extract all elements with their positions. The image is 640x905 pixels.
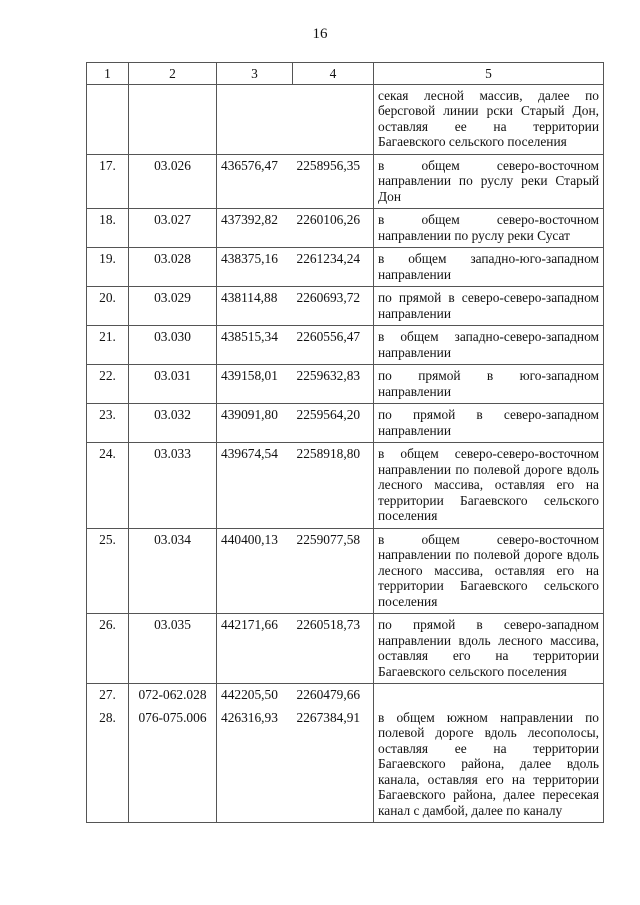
row-number: 24. — [87, 443, 129, 529]
direction-description: в общем северо-восточном направлении по руслу реки Старый Дон — [374, 154, 604, 209]
direction-description: в общем северо-северо-восточном направлении по полевой дороге вдоль лесного массива, оставляя его на территории Багаевского сельского поселения — [374, 443, 604, 529]
point-code: 03.027 — [129, 209, 217, 248]
coord-x: 439091,80 — [217, 404, 293, 443]
coord-y: 2260693,72 — [293, 287, 374, 326]
direction-description: в общем западно-северо-западном направлении — [374, 326, 604, 365]
coord-x: 442205,50 — [217, 684, 293, 707]
coord-y: 2259564,20 — [293, 404, 374, 443]
row-number: 25. — [87, 528, 129, 614]
row-number: 22. — [87, 365, 129, 404]
coord-x: 442171,66 — [217, 614, 293, 684]
row-number: 27. — [87, 684, 129, 707]
table-row — [87, 326, 604, 365]
row-number: 23. — [87, 404, 129, 443]
coord-x: 438375,16 — [217, 248, 293, 287]
coord-x: 436576,47 — [217, 154, 293, 209]
point-code: 03.028 — [129, 248, 217, 287]
coord-y: 2260556,47 — [293, 326, 374, 365]
row-number: 28. — [87, 707, 129, 823]
coord-y: 2259077,58 — [293, 528, 374, 614]
row-number: 19. — [87, 248, 129, 287]
continuation-text: секая лесной массив, далее по берсговой линии рски Старый Дон, оставляя ее на территории Багаевского сельского поселения — [374, 84, 604, 154]
direction-description: по прямой в северо-западном направлении — [374, 404, 604, 443]
table-header-row — [87, 63, 604, 85]
table-body — [87, 84, 604, 823]
point-code: 03.035 — [129, 614, 217, 684]
continuation-row — [87, 84, 604, 154]
point-code: 076-075.006 — [129, 707, 217, 823]
table-row — [87, 404, 604, 443]
coord-y: 2267384,91 — [293, 707, 374, 823]
direction-description: в общем западно-юго-западном направлении — [374, 248, 604, 287]
point-code: 03.034 — [129, 528, 217, 614]
point-code: 072-062.028 — [129, 684, 217, 707]
coord-y: 2261234,24 — [293, 248, 374, 287]
coord-y: 2258956,35 — [293, 154, 374, 209]
point-code: 03.026 — [129, 154, 217, 209]
table-row — [87, 684, 604, 707]
header-col-4: 4 — [293, 63, 374, 85]
coord-x: 438515,34 — [217, 326, 293, 365]
table-row — [87, 365, 604, 404]
table-row — [87, 528, 604, 614]
row-number: 17. — [87, 154, 129, 209]
point-code: 03.033 — [129, 443, 217, 529]
coord-x: 439158,01 — [217, 365, 293, 404]
coord-y: 2260479,66 — [293, 684, 374, 707]
direction-description: по прямой в северо-западном направлении вдоль лесного массива, оставляя его на территории Багаевского сельского поселения — [374, 614, 604, 684]
coord-y: 2260106,26 — [293, 209, 374, 248]
row-number: 21. — [87, 326, 129, 365]
header-col-1: 1 — [87, 63, 129, 85]
point-code: 03.030 — [129, 326, 217, 365]
coord-y: 2259632,83 — [293, 365, 374, 404]
row-number: 26. — [87, 614, 129, 684]
direction-description: в общем северо-восточном направлении по полевой дороге вдоль лесного массива, оставляя его на территории Багаевского сельского поселения — [374, 528, 604, 614]
table-row — [87, 248, 604, 287]
table-row — [87, 209, 604, 248]
coord-y: 2260518,73 — [293, 614, 374, 684]
direction-description: в общем северо-восточном направлении по руслу реки Сусат — [374, 209, 604, 248]
coord-x: 438114,88 — [217, 287, 293, 326]
direction-description: в общем южном направлении по полевой дороге вдоль лесополосы, оставляя ее на территории Багаевского района, далее вдоль канала, оставляя его на территории Багаевского района, далее пересекая канал с дамбой, далее по каналу — [374, 707, 604, 823]
point-code: 03.031 — [129, 365, 217, 404]
table-row — [87, 614, 604, 684]
table-row — [87, 707, 604, 823]
point-code: 03.032 — [129, 404, 217, 443]
table-row — [87, 154, 604, 209]
direction-description: по прямой в северо-северо-западном направлении — [374, 287, 604, 326]
coord-y: 2258918,80 — [293, 443, 374, 529]
direction-description: по прямой в юго-западном направлении — [374, 365, 604, 404]
header-col-2: 2 — [129, 63, 217, 85]
direction-description — [374, 684, 604, 707]
table-row — [87, 443, 604, 529]
page-number: 16 — [312, 26, 328, 42]
coord-x: 439674,54 — [217, 443, 293, 529]
boundary-table — [86, 62, 604, 823]
point-code: 03.029 — [129, 287, 217, 326]
header-col-5: 5 — [374, 63, 604, 85]
coord-x: 437392,82 — [217, 209, 293, 248]
table-row — [87, 287, 604, 326]
row-number: 18. — [87, 209, 129, 248]
header-col-3: 3 — [217, 63, 293, 85]
coord-x: 440400,13 — [217, 528, 293, 614]
coord-x: 426316,93 — [217, 707, 293, 823]
row-number: 20. — [87, 287, 129, 326]
